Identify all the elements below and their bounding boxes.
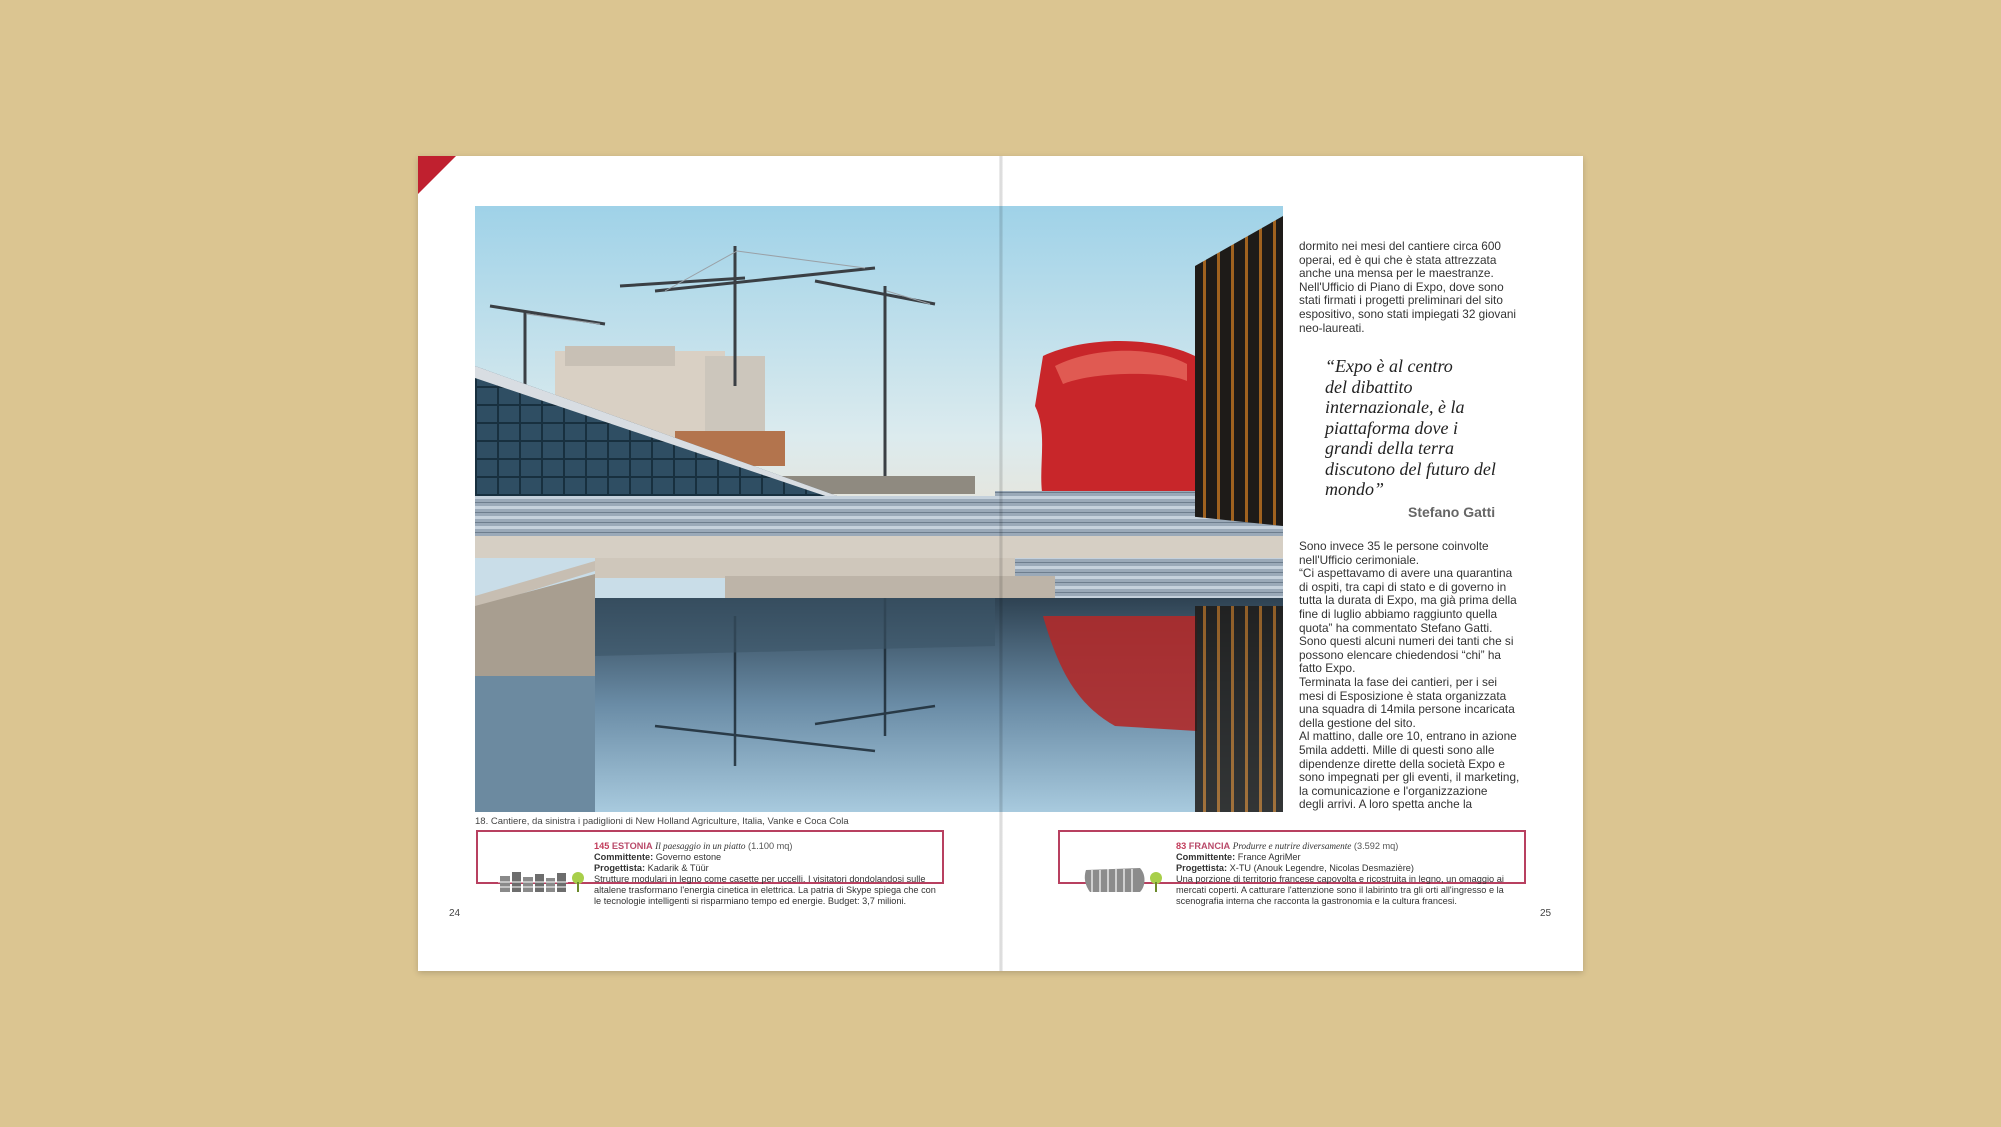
pavilion-motto: Il paesaggio in un piatto <box>655 841 746 851</box>
text-line: tutta la durata di Expo, ma già prima della <box>1299 593 1517 608</box>
pavilion-motto: Produrre e nutrire diversamente <box>1232 841 1352 851</box>
text-line: Terminata la fase dei cantieri, per i sei <box>1299 674 1498 689</box>
text-line: di ospiti, tra capi di stato e di governo in <box>1299 579 1507 594</box>
text-line: 5mila addetti. Mille di questi sono alle <box>1299 742 1495 757</box>
progettista-label: Progettista: <box>594 863 646 873</box>
text-line: Sono invece 35 le persone coinvolte <box>1299 539 1489 553</box>
text-line: nell'Ufficio cerimoniale. <box>1299 552 1420 567</box>
text-line: degli arrivi. A loro spetta anche la <box>1299 797 1473 812</box>
box-header <box>1176 841 1526 852</box>
france-pavilion-thumbnail <box>1080 862 1170 894</box>
quote-line: grandi della terra <box>1325 438 1454 458</box>
pavilion-country: ESTONIA <box>611 841 653 851</box>
text-line: espositivo, sono stati impiegati 32 giovani <box>1299 306 1517 321</box>
committente-value: France AgriMer <box>1237 852 1301 862</box>
text-line: “Ci aspettavamo di avere una quarantina <box>1299 566 1513 581</box>
corner-ribbon <box>418 156 456 194</box>
text-line: della gestione del sito. <box>1299 715 1416 730</box>
pavilion-description: Una porzione di territorio francese capovolta e ricostruita in legno, un omaggio ai mercati coperti. A catturare l'attenzione sono il labirinto tra gli orti all'ingresso e la scenografia interna che racconta la gastronomia e la cultura francesi. <box>1176 874 1504 906</box>
box-header <box>594 841 944 852</box>
progettista-value: X-TU (Anouk Legendre, Nicolas Desmazière) <box>1229 863 1414 873</box>
page-number-right: 25 <box>1540 908 1552 919</box>
progettista-row <box>594 863 944 874</box>
quote-author: Stefano Gatti <box>1408 504 1496 520</box>
text-line: dipendenze dirette della società Expo e <box>1299 756 1505 771</box>
pavilion-description: Strutture modulari in legno come casette per uccelli. I visitatori dondolandosi sulle altalene trasformano l'energia cinetica in elettrica. La patria di Skype spiega che con le tecnologie intelligenti si risparmiano tempo ed energie. Budget: 3,7 milioni. <box>594 874 936 906</box>
pavilion-area: (3.592 mq) <box>1353 841 1399 851</box>
pavilion-box-estonia <box>476 830 944 906</box>
magazine-spread <box>418 156 1583 971</box>
progettista-label: Progettista: <box>1176 863 1228 873</box>
committente-value: Governo estone <box>655 852 722 862</box>
spine-gutter <box>999 156 1003 971</box>
committente-label: Committente: <box>1176 852 1236 862</box>
pavilion-area: (1.100 mq) <box>748 841 793 851</box>
text-line: Sono questi alcuni numeri dei tanti che si <box>1299 634 1514 649</box>
quote-line: mondo” <box>1325 479 1385 499</box>
construction-photo <box>475 206 1283 812</box>
pavilion-box-france <box>1058 830 1526 906</box>
pavilion-country: FRANCIA <box>1188 841 1231 851</box>
committente-row <box>1176 852 1526 863</box>
committente-label: Committente: <box>594 852 654 862</box>
text-line: fine di luglio abbiamo raggiunto quella <box>1299 606 1498 621</box>
text-line: neo-laureati. <box>1299 320 1365 335</box>
pavilion-number: 83 <box>1176 841 1187 851</box>
text-line: mesi di Esposizione è stata organizzata <box>1299 688 1507 703</box>
estonia-pavilion-thumbnail <box>498 862 588 894</box>
pull-quote <box>1325 356 1525 500</box>
text-line: possono elencare chiedendosi “chi” ha <box>1299 647 1501 662</box>
text-line: stati firmati i progetti preliminari del sito <box>1299 293 1503 308</box>
estonia-info <box>594 841 944 907</box>
text-line: sono impegnati per gli eventi, il marketing, <box>1299 770 1520 785</box>
quote-line: piattaforma dove i <box>1325 417 1458 438</box>
quote-line: discutono del futuro del <box>1325 458 1496 479</box>
progettista-row <box>1176 863 1526 874</box>
text-line: Nell'Ufficio di Piano di Expo, dove sono <box>1299 279 1504 294</box>
photo-caption: 18. Cantiere, da sinistra i padiglioni di New Holland Agriculture, Italia, Vanke e Coca Cola <box>475 816 849 827</box>
page-number-left: 24 <box>449 908 461 919</box>
france-info <box>1176 841 1526 907</box>
text-line: anche una mensa per le maestranze. <box>1299 266 1494 281</box>
quote-line: internazionale, è la <box>1325 397 1465 417</box>
text-line: fatto Expo. <box>1299 661 1356 676</box>
quote-line: “Expo è al centro <box>1325 356 1453 376</box>
body-text-bottom <box>1299 540 1529 812</box>
text-line: dormito nei mesi del cantiere circa 600 <box>1299 239 1501 253</box>
progettista-value: Kadarik & Tüür <box>647 863 709 873</box>
text-line: una squadra di 14mila persone incaricata <box>1299 702 1515 717</box>
pavilion-number: 145 <box>594 841 610 851</box>
committente-row <box>594 852 944 863</box>
text-line: Al mattino, dalle ore 10, entrano in azione <box>1299 729 1517 744</box>
quote-line: del dibattito <box>1325 376 1413 397</box>
text-line: operai, ed è qui che è stata attrezzata <box>1299 252 1497 267</box>
body-text-top <box>1299 240 1529 335</box>
text-line: quota” ha commentato Stefano Gatti. <box>1299 620 1493 635</box>
text-line: la comunicazione e l'organizzazione <box>1299 783 1488 798</box>
